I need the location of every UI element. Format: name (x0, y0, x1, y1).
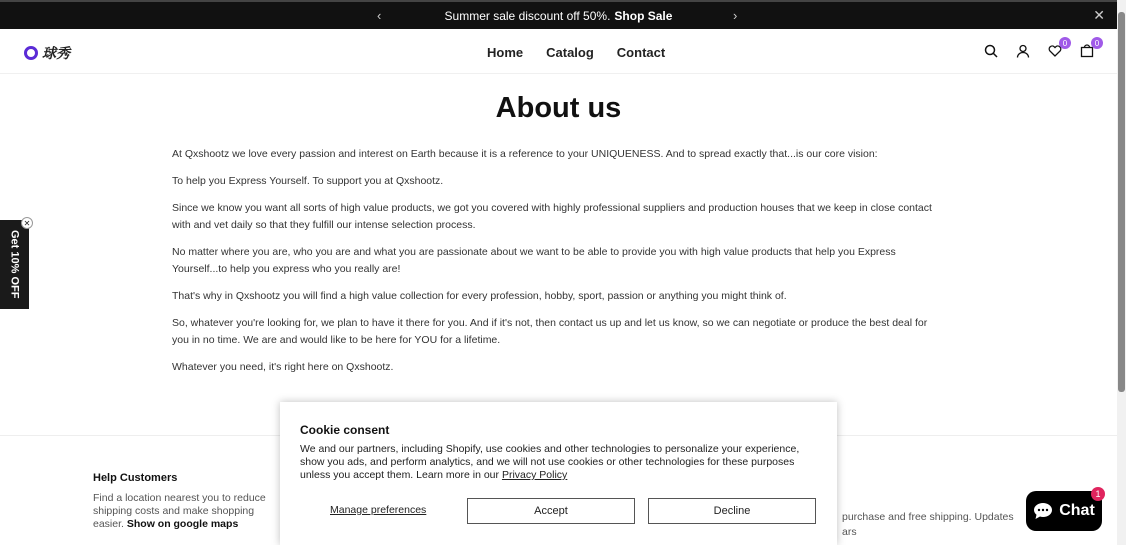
footer-right-text (842, 510, 1014, 540)
chat-badge: 1 (1091, 487, 1105, 501)
main-nav (487, 45, 665, 60)
about-content (172, 146, 947, 386)
paragraph: So, whatever you're looking for, we plan to have it there for you. And if it's not, then contact us up and let us know, so we can negotiate or produce the best deal for you in no time. We are and would like to be here for YOU for a lifetime. (172, 317, 928, 346)
paragraph: Whatever you need, it's right here on Qxshootz. (172, 361, 394, 373)
scrollbar-thumb[interactable] (1118, 12, 1125, 392)
cookie-text (300, 443, 820, 482)
scrollbar[interactable] (1117, 0, 1126, 545)
decline-button[interactable]: Decline (648, 498, 816, 524)
page-title: About us (495, 92, 622, 124)
wishlist-count: 0 (1059, 37, 1071, 49)
logo-icon (24, 46, 38, 60)
help-title: Help Customers (93, 472, 178, 484)
shop-sale-link[interactable]: Shop Sale (614, 8, 673, 23)
chat-button[interactable] (1026, 491, 1102, 531)
discount-tab[interactable]: Get 10% OFF (0, 220, 29, 309)
paragraph: Since we know you want all sorts of high value products, we got you covered with highly professional suppliers and production houses that we keep in close contact with and vet daily so that they fulfill our intense selection process. (172, 202, 932, 231)
privacy-policy-link[interactable]: Privacy Policy (501, 469, 568, 481)
nav-catalog[interactable]: Catalog (546, 45, 594, 60)
footer-right-line: purchase and free shipping. Updates (842, 511, 1014, 523)
cookie-title: Cookie consent (300, 423, 390, 437)
cart-count: 0 (1091, 37, 1103, 49)
prev-arrow-icon[interactable]: ‹ (377, 8, 382, 23)
close-icon[interactable]: ✕ (1093, 7, 1105, 23)
wishlist-icon[interactable] (1047, 38, 1068, 60)
cookie-desc: We and our partners, including Shopify, use cookies and other technologies to personalize your experience, show you ads, and perform analytics, and we will not use cookies or other technologies for these purposes unless you accept them. Learn more in our (300, 443, 800, 481)
nav-contact[interactable]: Contact (616, 45, 666, 60)
paragraph: At Qxshootz we love every passion and interest on Earth because it is a reference to your UNIQUENESS. And to spread exactly that...is our core vision: (172, 148, 878, 160)
help-text (93, 492, 278, 531)
search-icon[interactable] (983, 42, 999, 60)
logo-text: 球秀 (42, 45, 70, 61)
paragraph: That's why in Qxshootz you will find a high value collection for every profession, hobby, sport, passion or anything you might think of. (172, 290, 787, 302)
header (0, 29, 1117, 74)
paragraph: To help you Express Yourself. To support you at Qxshootz. (172, 175, 444, 187)
cart-icon[interactable] (1079, 38, 1100, 60)
accept-button[interactable]: Accept (467, 498, 635, 524)
announcement-text: Summer sale discount off 50%. (444, 8, 611, 23)
next-arrow-icon[interactable]: › (733, 8, 738, 23)
nav-home[interactable]: Home (487, 45, 524, 60)
google-maps-link[interactable]: Show on google maps (126, 518, 239, 530)
cookie-consent-dialog (280, 402, 837, 545)
account-icon[interactable] (1015, 42, 1031, 60)
chat-bubble-icon (1033, 502, 1053, 520)
discount-close-icon[interactable]: ✕ (21, 217, 33, 229)
chat-label: Chat (1059, 502, 1095, 519)
logo[interactable] (24, 43, 70, 63)
manage-preferences-button[interactable]: Manage preferences (330, 504, 427, 516)
footer-right-line: ars (842, 526, 857, 538)
paragraph: No matter where you are, who you are and what you are passionate about we want to be able to provide you with high value products that help you Express Yourself...to help you express who you really are! (172, 246, 896, 275)
announcement-bar (0, 0, 1117, 29)
help-desc: Find a location nearest you to reduce shipping costs and make shopping easier. (93, 492, 266, 530)
